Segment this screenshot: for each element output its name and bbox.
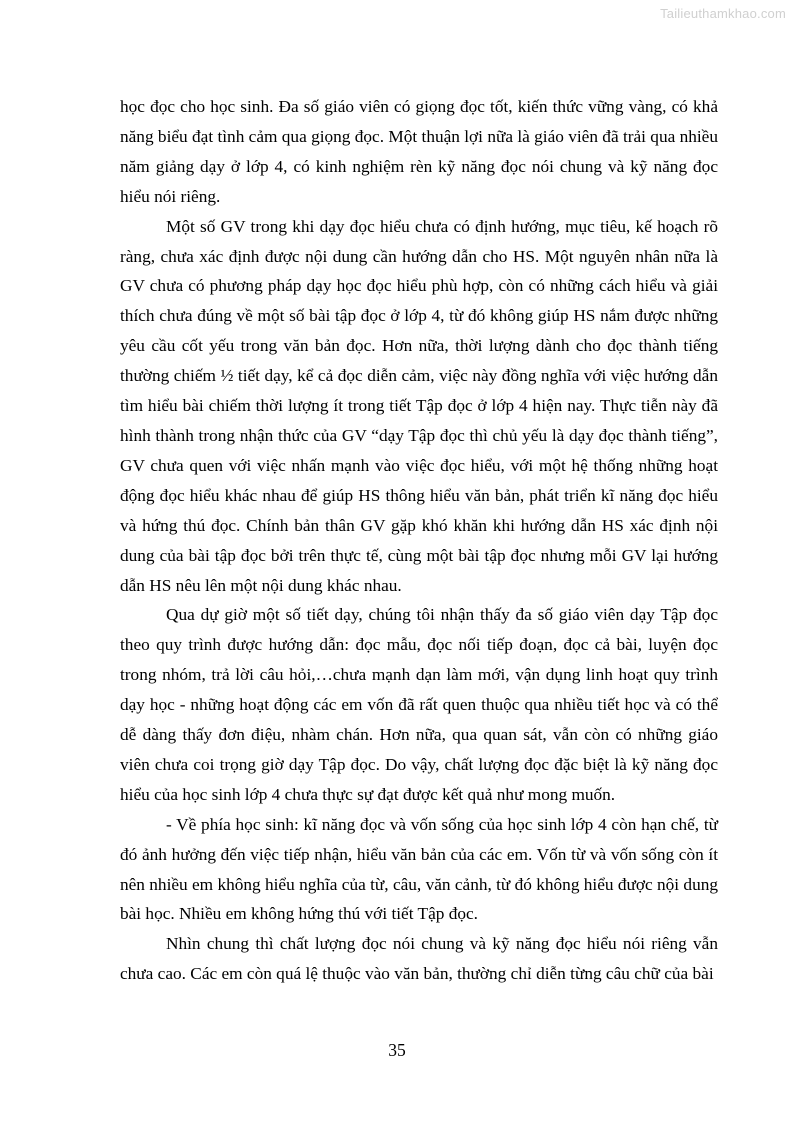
watermark-text: Tailieuthamkhao.com — [660, 6, 786, 21]
paragraph-5: Nhìn chung thì chất lượng đọc nói chung và kỹ năng đọc hiểu nói riêng vẫn chưa cao. Các em còn quá lệ thuộc vào văn bản, thường chỉ diễn từng câu chữ của bài — [120, 934, 718, 984]
paragraph-2: Một số GV trong khi dạy đọc hiểu chưa có định hướng, mục tiêu, kế hoạch rõ ràng, chưa xác định được nội dung cần hướng dẫn cho HS. Một nguyên nhân nữa là GV chưa có phương pháp dạy học đọc hiểu phù hợp, còn có những cách hiểu và giải thích chưa đúng về một số bài tập đọc ở lớp 4, từ đó không giúp HS nắm được những yêu cầu cốt yếu trong văn bản đọc. Hơn nữa, thời lượng dành cho đọc thành tiếng thường chiếm ½ tiết dạy, kể cả đọc diễn cảm, việc này đồng nghĩa với việc hướng dẫn tìm hiểu bài chiếm thời lượng ít trong tiết Tập đọc ở lớp 4 hiện nay. Thực tiễn này đã hình thành trong nhận thức của GV “dạy Tập đọc thì chủ yếu là dạy đọc thành tiếng”, GV chưa quen với việc nhấn mạnh vào việc đọc hiểu, với một hệ thống những hoạt động đọc hiểu khác nhau để giúp HS thông hiểu văn bản, phát triển kĩ năng đọc hiểu và hứng thú đọc. Chính bản thân GV gặp khó khăn khi hướng dẫn HS xác định nội dung của bài tập đọc bởi trên thực tế, cùng một bài tập đọc nhưng mỗi GV lại hướng dẫn HS nêu lên một nội dung khác nhau. — [120, 216, 718, 595]
paragraph-3: Qua dự giờ một số tiết dạy, chúng tôi nhận thấy đa số giáo viên dạy Tập đọc theo quy trình được hướng dẫn: đọc mẫu, đọc nối tiếp đoạn, đọc cả bài, luyện đọc trong nhóm, trả lời câu hỏi,…chưa mạnh dạn làm mới, vận dụng linh hoạt quy trình dạy học - những hoạt động các em vốn đã rất quen thuộc qua nhiều tiết học và có thể dễ dàng thấy đơn điệu, nhàm chán. Hơn nữa, qua quan sát, vẫn còn có những giáo viên chưa coi trọng giờ dạy Tập đọc. Do vậy, chất lượng đọc đặc biệt là kỹ năng đọc hiểu của học sinh lớp 4 chưa thực sự đạt được kết quả như mong muốn. — [120, 605, 718, 804]
paragraph-4: - Về phía học sinh: kĩ năng đọc và vốn sống của học sinh lớp 4 còn hạn chế, từ đó ảnh hưởng đến việc tiếp nhận, hiểu văn bản của các em. Vốn từ và vốn sống còn ít nên nhiều em không hiểu nghĩa của từ, câu, văn cảnh, từ đó không hiểu được nội dung bài học. Nhiều em không hứng thú với tiết Tập đọc. — [120, 814, 718, 924]
document-body — [120, 92, 718, 989]
page-number: 35 — [388, 1040, 406, 1060]
paragraph-1: học đọc cho học sinh. Đa số giáo viên có giọng đọc tốt, kiến thức vững vàng, có khả năng biểu đạt tình cảm qua giọng đọc. Một thuận lợi nữa là giáo viên đã trải qua nhiều năm giảng dạy ở lớp 4, có kinh nghiệm rèn kỹ năng đọc nói chung và kỹ năng đọc hiểu nói riêng. — [120, 97, 718, 206]
